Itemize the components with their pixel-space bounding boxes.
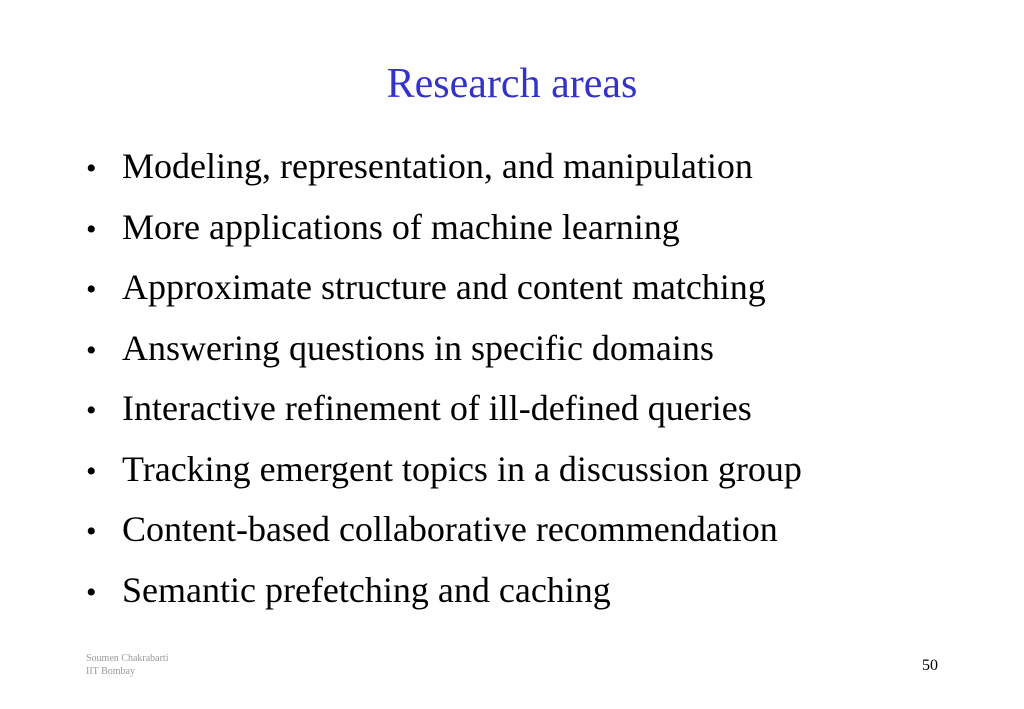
footer-author-name: Soumen Chakrabarti: [86, 653, 169, 664]
bullet-list: [86, 142, 802, 626]
bullet-item: [86, 384, 802, 445]
bullet-text: Approximate structure and content matching: [122, 267, 766, 307]
page-number: 50: [922, 657, 938, 674]
bullet-item: [86, 263, 802, 324]
bullet-item: [86, 566, 802, 627]
bullet-text: Modeling, representation, and manipulation: [122, 146, 753, 186]
slide-title: Research areas: [386, 61, 638, 107]
bullet-text: Interactive refinement of ill-defined queries: [122, 388, 752, 428]
bullet-text: Tracking emergent topics in a discussion group: [122, 448, 802, 489]
bullet-icon: •: [86, 212, 97, 246]
bullet-icon: •: [86, 273, 97, 306]
bullet-icon: •: [86, 333, 97, 367]
bullet-text: Content-based collaborative recommendation: [122, 509, 778, 549]
bullet-icon: •: [86, 394, 97, 427]
bullet-text: Answering questions in specific domains: [122, 327, 714, 368]
bullet-text: Semantic prefetching and caching: [122, 569, 611, 610]
bullet-item: [86, 445, 802, 506]
bullet-icon: •: [86, 515, 97, 548]
bullet-item: [86, 324, 802, 385]
bullet-item: [86, 142, 802, 203]
bullet-item: [86, 203, 802, 264]
bullet-icon: •: [86, 575, 97, 609]
footer-institution: IIT Bombay: [86, 666, 135, 677]
bullet-text: More applications of machine learning: [122, 206, 680, 247]
bullet-icon: •: [86, 152, 97, 185]
bullet-icon: •: [86, 454, 97, 488]
bullet-item: [86, 505, 802, 566]
footer-author-block: [86, 652, 168, 678]
